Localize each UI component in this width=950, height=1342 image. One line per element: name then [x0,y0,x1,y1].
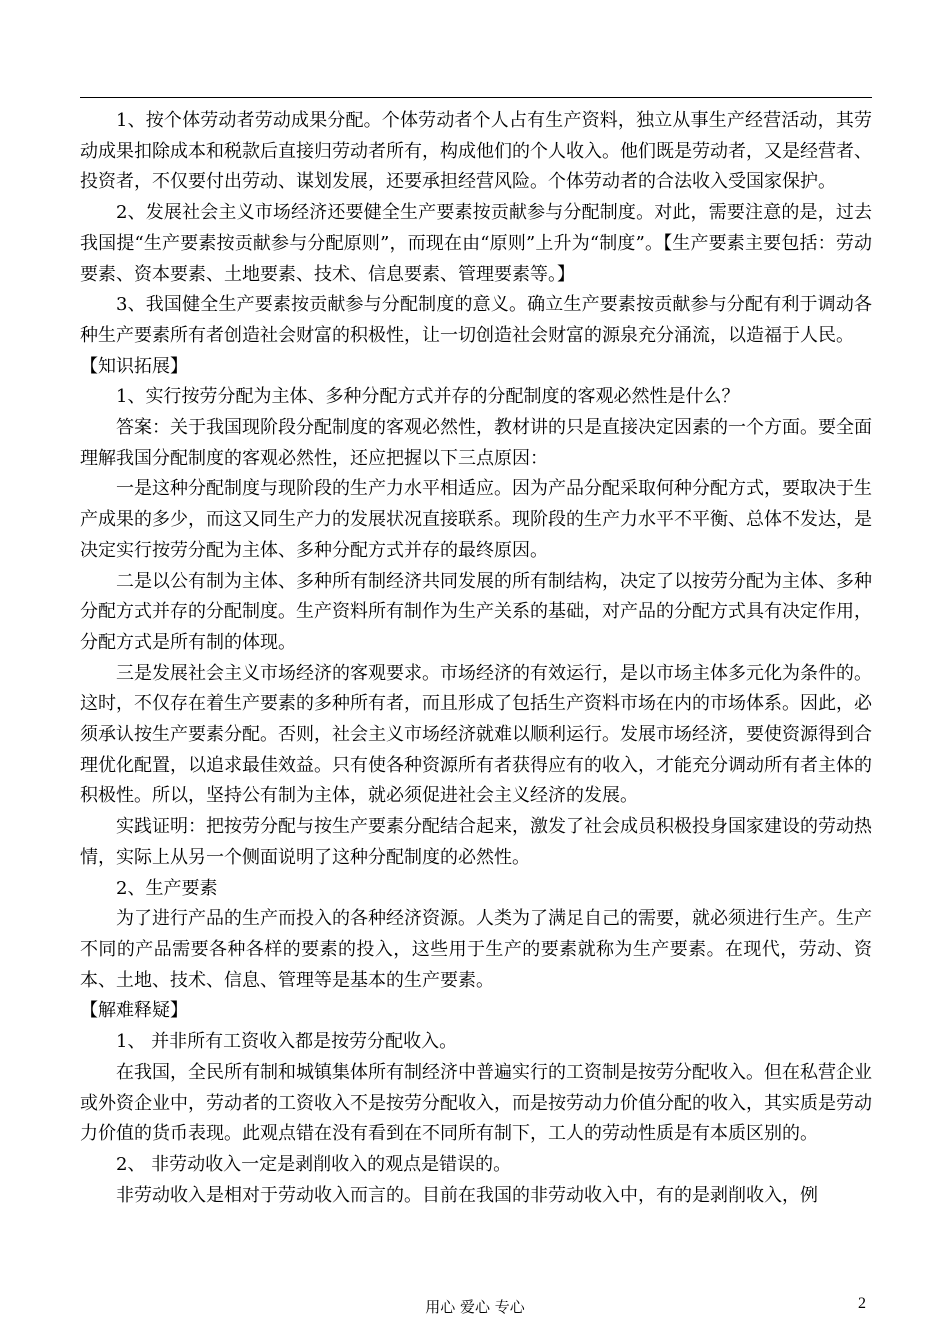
paragraph: 1、 并非所有工资收入都是按劳分配收入。 [116,1031,458,1053]
paragraph: 为了进行产品的生产而投入的各种经济资源。人类为了满足自己的需要，就必须进行生产。生产不同的产品需要各种各样的要素的投入，这些用于生产的要素就称为生产要素。在现代，劳动、资本、土地、技术、信息、管理等是基本的生产要素。 [80,908,872,991]
section-heading: 【知识拓展】 [80,355,188,377]
document-body [80,106,872,1211]
paragraph: 三是发展社会主义市场经济的客观要求。市场经济的有效运行，是以市场主体多元化为条件的。这时，不仅存在着生产要素的多种所有者，而且形成了包括生产资料市场在内的市场体系。因此，必须承认按生产要素分配。否则，社会主义市场经济就难以顺利运行。发展市场经济，要使资源得到合理优化配置，以追求最佳效益。只有使各种资源所有者获得应有的收入，才能充分调动所有者主体的积极性。所以，坚持公有制为主体，就必须促进社会主义经济的发展。 [80,662,872,807]
paragraph: 实践证明：把按劳分配与按生产要素分配结合起来，激发了社会成员积极投身国家建设的劳动热情，实际上从另一个侧面说明了这种分配制度的必然性。 [80,816,872,868]
paragraph: 非劳动收入是相对于劳动收入而言的。目前在我国的非劳动收入中，有的是剥削收入，例 [116,1184,818,1206]
footer-motto: 用心 爱心 专心 [425,1298,525,1316]
paragraph: 答案：关于我国现阶段分配制度的客观必然性，教材讲的只是直接决定因素的一个方面。要全面理解我国分配制度的客观必然性，还应把握以下三点原因： [80,417,872,469]
page-number: 2 [858,1295,866,1312]
paragraph: 2、生产要素 [116,877,218,899]
paragraph: 在我国，全民所有制和城镇集体所有制经济中普遍实行的工资制是按劳分配收入。但在私营企业或外资企业中，劳动者的工资收入不是按劳分配收入，而是按劳动力价值分配的收入，其实质是劳动力价值的货币表现。此观点错在没有看到在不同所有制下，工人的劳动性质是有本质区别的。 [80,1061,872,1145]
paragraph: 2、 非劳动收入一定是剥削收入的观点是错误的。 [116,1153,512,1175]
paragraph: 一是这种分配制度与现阶段的生产力水平相适应。因为产品分配采取何种分配方式，要取决于生产成果的多少，而这又同生产力的发展状况直接联系。现阶段的生产力水平不平衡、总体不发达，是决定实行按劳分配为主体、多种分配方式并存的最终原因。 [80,478,872,561]
paragraph: 1、实行按劳分配为主体、多种分配方式并存的分配制度的客观必然性是什么？ [116,386,740,408]
paragraph: 1、按个体劳动者劳动成果分配。个体劳动者个人占有生产资料，独立从事生产经营活动，其劳动成果扣除成本和税款后直接归劳动者所有，构成他们的个人收入。他们既是劳动者，又是经营者、投资者，不仅要付出劳动、谋划发展，还要承担经营风险。个体劳动者的合法收入受国家保护。 [80,110,872,193]
paragraph: 3、我国健全生产要素按贡献参与分配制度的意义。确立生产要素按贡献参与分配有利于调动各种生产要素所有者创造社会财富的积极性，让一切创造社会财富的源泉充分涌流，以造福于人民。 [80,294,872,346]
section-heading: 【解难释疑】 [80,1000,188,1022]
header-rule [80,97,872,98]
paragraph: 2、发展社会主义市场经济还要健全生产要素按贡献参与分配制度。对此，需要注意的是，过去我国提“生产要素按贡献参与分配原则”，而现在由“原则”上升为“制度”。【生产要素主要包括：劳动要素、资本要素、土地要素、技术、信息要素、管理要素等。】 [80,202,872,285]
paragraph: 二是以公有制为主体、多种所有制经济共同发展的所有制结构，决定了以按劳分配为主体、多种分配方式并存的分配制度。生产资料所有制作为生产关系的基础，对产品的分配方式具有决定作用，分配方式是所有制的体现。 [80,570,872,653]
